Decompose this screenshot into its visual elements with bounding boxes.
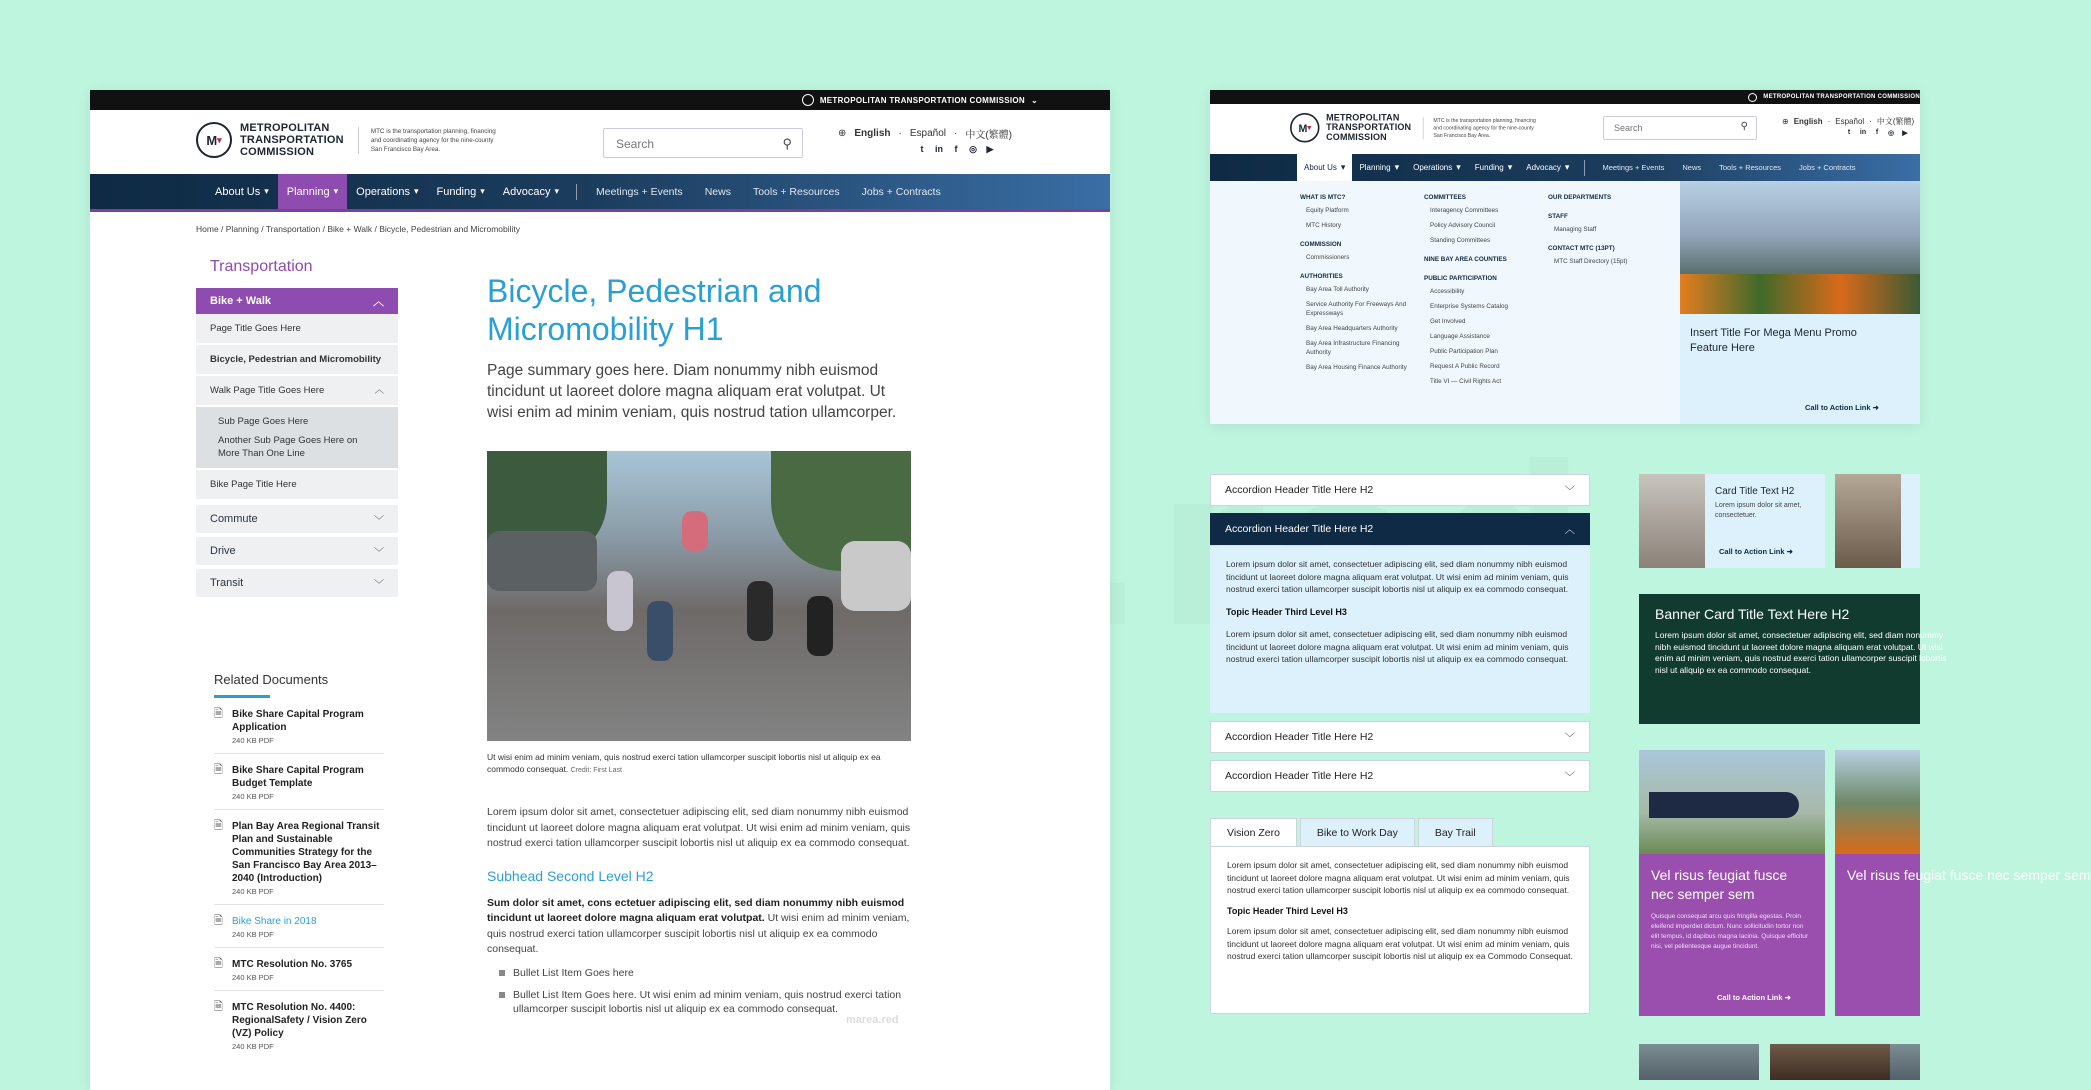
page-title: Bicycle, Pedestrian and Micromobility H1 — [487, 273, 822, 347]
logo-name: METROPOLITAN TRANSPORTATION COMMISSION — [240, 122, 344, 158]
nav-funding[interactable]: Funding ▾ — [1468, 154, 1519, 181]
twitter-icon[interactable]: t — [920, 144, 924, 154]
tab-h3: Topic Header Third Level H3 — [1227, 905, 1348, 916]
nav-funding[interactable]: Funding ▾ — [427, 174, 493, 209]
purple-card-cta[interactable]: Call to Action Link ➜ — [1717, 993, 1791, 1002]
nav-about-us[interactable]: About Us ▾ — [206, 174, 278, 209]
chevron-down-icon[interactable]: ⌄ — [1030, 95, 1038, 105]
sidebar-section-bike-walk[interactable]: Bike + Walk ︿ — [196, 288, 398, 314]
pdf-icon: 🗎 — [214, 958, 223, 970]
document-item[interactable]: 🗎 MTC Resolution No. 4400: RegionalSafety / Vision Zero (VZ) Policy 240 KB PDF — [214, 1001, 367, 1051]
nav-news[interactable]: News — [1682, 163, 1702, 172]
nav-advocacy[interactable]: Advocacy ▾ — [1519, 154, 1576, 181]
mega-column-3: OUR DEPARTMENTS STAFF Managing Staff CONTACT MTC (13PT) MTC Staff Directory (15pt) — [1548, 194, 1628, 265]
nav-news[interactable]: News — [704, 185, 731, 198]
lang-spanish[interactable]: Español — [909, 128, 946, 139]
mtc-mini-logo-icon — [1748, 93, 1757, 102]
promo-title: Insert Title For Mega Menu Promo Feature Here — [1690, 327, 1857, 354]
facebook-icon[interactable]: f — [1875, 129, 1879, 136]
accordion-header[interactable]: Accordion Header Title Here H2 ﹀ — [1210, 721, 1590, 753]
sidebar-nav — [196, 250, 398, 597]
arrow-circle-icon: ➜ — [1784, 993, 1791, 1002]
language-switcher: ⊕ English · Español · 中文(繁體) — [1782, 117, 1915, 126]
document-item[interactable]: 🗎 MTC Resolution No. 3765 240 KB PDF — [214, 948, 384, 991]
nav-divider — [1584, 160, 1585, 176]
tab-bar — [1210, 818, 1493, 846]
nav-tools[interactable]: Tools + Resources — [1719, 163, 1782, 172]
search-input[interactable]: Search ⚲ — [603, 128, 803, 158]
banner-card — [1639, 594, 1947, 724]
photo-caption: Ut wisi enim ad minim veniam, quis nostrud exerci tation ullamcorper suscipit lobortis nisl ut aliquip ex ea commodo consequat. Credit: First Last — [487, 752, 881, 774]
youtube-icon[interactable]: ▶ — [1902, 130, 1908, 137]
related-title: Related Documents — [214, 672, 270, 698]
nav-planning[interactable]: Planning ▾ — [1352, 154, 1406, 181]
mtc-mini-logo-icon — [802, 94, 814, 106]
youtube-icon[interactable]: ▶ — [986, 144, 994, 154]
bottom-card-photo — [1770, 1044, 1890, 1080]
sidebar-item-current[interactable]: Bicycle, Pedestrian and Micromobility — [196, 345, 398, 376]
document-item[interactable]: 🗎 Plan Bay Area Regional Transit Plan and Sustainable Communities Strategy for the San Francisco Bay Area 2013–2040 (Introduction) 240 KB PDF — [214, 810, 384, 905]
train-photo — [1639, 750, 1825, 854]
sidebar-section-drive[interactable]: Drive ﹀ — [196, 537, 398, 565]
main-page-mockup — [90, 90, 1110, 1090]
instagram-icon[interactable]: ◎ — [969, 144, 977, 154]
lang-chinese[interactable]: 中文(繁體) — [965, 130, 1013, 141]
mtc-logo[interactable]: M ▾ METROPOLITAN TRANSPORTATION COMMISSION MTC is the transportation planning, financing and coordinating agency for the nine-county San Francisco Bay Area. — [1290, 113, 1538, 143]
linkedin-icon[interactable]: in — [935, 144, 943, 154]
nav-divider — [576, 184, 577, 200]
chevron-up-icon: ︿ — [1564, 523, 1575, 536]
logo-tagline: MTC is the transportation planning, financing and coordinating agency for the nine-county San Francisco Bay Area. — [358, 127, 498, 154]
chevron-down-icon: ﹀ — [1564, 731, 1575, 744]
purple-card-partial[interactable]: Vel risus feugiat fusce nec semper sem — [1835, 750, 1920, 1016]
card-photo — [1835, 474, 1901, 568]
banner-desc: Lorem ipsum dolor sit amet, consectetuer adipiscing elit, sed diam nonummy nibh euismod tincidunt ut laoreet dolore magna aliquam erat volutpat. Ut wisi enim ad minim veniam, quis nostrud exerci tation ullamcorper suscipit lobortis nisl ut aliquip ex ea commodo consequat. — [1655, 630, 1947, 675]
page-watermark: marea.red — [846, 1014, 899, 1026]
pdf-icon: 🗎 — [214, 915, 223, 927]
lang-english[interactable]: English — [854, 128, 891, 139]
card-cta-link[interactable]: Call to Action Link ➜ — [1719, 547, 1793, 556]
sidebar-subitems — [196, 314, 398, 501]
page-summary: Page summary goes here. Diam nonummy nibh euismod tincidunt ut laoreet dolore magna aliquam erat volutpat. Ut wisi enim ad minim veniam, quis nostrud tation ullamcorper. — [487, 362, 897, 421]
body-paragraph-2: Sum dolor sit amet, cons ectetuer adipiscing elit, sed diam nonummy nibh euismod tincidunt ut laoreet dolore magna aliquam erat volutpat. Ut wisi enim ad minim veniam, quis nostrud exerci tation ullamcorper suscipit lobortis nisl ut aliquip ex ea commodo consequat. — [487, 896, 910, 955]
document-item[interactable]: 🗎 Bike Share Capital Program Budget Template 240 KB PDF — [214, 754, 384, 810]
accordion-h3: Topic Header Third Level H3 — [1226, 606, 1347, 617]
nav-operations[interactable]: Operations ▾ — [1406, 154, 1468, 181]
nav-meetings[interactable]: Meetings + Events — [1602, 163, 1665, 172]
pdf-icon: 🗎 — [214, 1001, 223, 1013]
subhead-h2: Subhead Second Level H2 — [487, 867, 654, 884]
site-header — [90, 110, 1110, 174]
banner-title: Banner Card Title Text Here H2 — [1655, 606, 1850, 622]
photo-credit: Credit: First Last — [570, 767, 623, 774]
nav-jobs[interactable]: Jobs + Contracts — [1799, 163, 1856, 172]
sidebar-level3 — [196, 407, 398, 470]
card-desc: Lorem ipsum dolor sit amet, consectetuer. — [1715, 502, 1802, 519]
purple-card-title: Vel risus feugiat fusce nec semper sem — [1651, 867, 1788, 902]
nav-advocacy[interactable]: Advocacy ▾ — [494, 174, 568, 209]
pdf-icon: 🗎 — [214, 764, 223, 776]
sidebar-item-page-title[interactable]: Page Title Goes Here — [196, 314, 398, 345]
main-content — [487, 272, 911, 1016]
promo-photo — [1680, 181, 1920, 314]
nav-planning[interactable]: Planning ▾ — [278, 174, 347, 209]
mega-menu-panel — [1210, 181, 1680, 424]
main-nav — [90, 174, 1110, 212]
chevron-down-icon: ﹀ — [1564, 484, 1575, 497]
document-item[interactable]: 🗎 Bike Share Capital Program Application 240 KB PDF — [214, 698, 384, 754]
sidebar-item-bike-page[interactable]: Bike Page Title Here — [196, 470, 398, 501]
top-bar — [90, 90, 1110, 110]
bottom-card-photo — [1639, 1044, 1759, 1080]
tab-vision-zero[interactable]: Vision Zero — [1210, 818, 1297, 846]
mtc-circle-icon: M ▾ — [1290, 113, 1320, 143]
chevron-up-icon: ︿ — [374, 385, 384, 396]
body-paragraph: Lorem ipsum dolor sit amet, consectetuer adipiscing elit, sed diam nonummy nibh euismod tincidunt ut laoreet dolore magna aliquam erat volutpat. Ut wisi enim ad minim veniam, quis nostrud exerci tation ullamcorper suscipit lobortis nisl ut aliquip ex ea commodo consequat. — [487, 806, 911, 849]
chevron-down-icon: ﹀ — [374, 547, 384, 559]
tab-bike-to-work[interactable]: Bike to Work Day — [1300, 818, 1415, 846]
instagram-icon[interactable]: ◎ — [1887, 130, 1895, 137]
sidebar-section-commute[interactable]: Commute ﹀ — [196, 505, 398, 533]
accordion-header[interactable]: Accordion Header Title Here H2 ﹀ — [1210, 760, 1590, 792]
arrow-circle-icon: ➜ — [1872, 403, 1879, 412]
site-header — [1210, 104, 1920, 154]
search-icon[interactable]: ⚲ — [1740, 121, 1748, 132]
accordion-header-open[interactable]: Accordion Header Title Here H2 ︿ — [1210, 513, 1590, 545]
accordion-header[interactable]: Accordion Header Title Here H2 ﹀ — [1210, 474, 1590, 506]
pdf-icon: 🗎 — [214, 820, 223, 832]
related-documents — [214, 672, 384, 1059]
mega-column-2: COMMITTEES Interagency Committees Policy Advisory Council Standing Committees NINE BAY AREA COUNTIES PUBLIC PARTICIPATION Accessibility Enterprise Systems Catalog Get Involved Language Assistance Public Participation Plan Request A Public Record Title VI — Civil Rights Act — [1424, 194, 1509, 385]
bullet-item: Bullet List Item Goes here. Ut wisi enim ad minim veniam, quis nostrud exerci tation ullamcorper suscipit lobortis nisl ut aliquip ex ea commodo consequat. — [487, 988, 911, 1016]
mtc-logo[interactable] — [196, 122, 498, 158]
breadcrumb[interactable]: Home / Planning / Transportation / Bike + Walk / Bicycle, Pedestrian and Micromobility — [196, 224, 521, 234]
chevron-down-icon: ﹀ — [374, 579, 384, 591]
mega-menu-promo — [1680, 181, 1920, 424]
globe-icon: ⊕ — [1782, 117, 1789, 126]
sidebar-subpage-2[interactable]: Another Sub Page Goes Here on More Than One Line — [218, 435, 358, 459]
chevron-down-icon: ﹀ — [1564, 770, 1575, 783]
linkedin-icon[interactable]: in — [1859, 129, 1867, 136]
chevron-up-icon: ︿ — [373, 296, 384, 308]
globe-icon: ⊕ — [838, 128, 847, 139]
search-icon[interactable]: ⚲ — [782, 136, 792, 151]
pdf-icon: 🗎 — [214, 708, 223, 720]
bottom-card-photo — [1890, 1044, 1920, 1080]
social-links — [1844, 129, 1910, 139]
city-photo — [1835, 750, 1920, 854]
sidebar-item-walk[interactable]: Walk Page Title Goes Here ︿ — [196, 376, 398, 407]
card-title: Card Title Text H2 — [1715, 486, 1795, 497]
promo-cta-link[interactable]: Call to Action Link ➜ — [1805, 403, 1879, 412]
top-bar-label: METROPOLITAN TRANSPORTATION COMMISSION — [819, 95, 1025, 105]
main-nav — [1210, 154, 1920, 181]
twitter-icon[interactable]: t — [1847, 129, 1851, 136]
nav-tools[interactable]: Tools + Resources — [752, 185, 840, 198]
nav-jobs[interactable]: Jobs + Contracts — [861, 185, 941, 198]
nav-about-us[interactable]: About Us ▾ — [1297, 154, 1352, 181]
chevron-down-icon: ﹀ — [374, 515, 384, 527]
top-bar: METROPOLITAN TRANSPORTATION COMMISSION — [1210, 90, 1920, 104]
purple-card[interactable] — [1639, 750, 1825, 1016]
mega-menu-mockup — [1210, 90, 1920, 424]
social-links — [917, 144, 995, 154]
small-card[interactable] — [1639, 474, 1825, 568]
tab-panel: Lorem ipsum dolor sit amet, consectetuer adipiscing elit, sed diam nonummy nibh euismod tincidunt ut laoreet dolore magna aliquam erat volutpat. Ut wisi enim ad minim veniam, quis nostrud exerci tation ullamcorper suscipit lobortis nisl ut aliquip ex ea commodo consequat. Topic Header Third Level H3 Lorem ipsum dolor sit amet, consectetuer adipiscing elit, sed diam nonummy nibh euismod tincidunt ut laoreet dolore magna aliquam erat volutpat. Ut wisi enim ad minim veniam, quis nostrud exerci tation ullamcorper suscipit lobortis nisl ut aliquip ex ea Commodo Consequat. — [1210, 846, 1590, 1014]
hero-photo — [487, 451, 911, 741]
card-photo — [1639, 474, 1705, 568]
mtc-circle-icon: M ▾ — [196, 122, 232, 158]
arrow-circle-icon: ➜ — [1786, 547, 1793, 556]
language-switcher: ⊕ English · Español · 中文(繁體) — [838, 128, 1013, 141]
nav-operations[interactable]: Operations ▾ — [347, 174, 427, 209]
sidebar-section-transit[interactable]: Transit ﹀ — [196, 569, 398, 597]
small-card-partial[interactable] — [1835, 474, 1920, 568]
purple-card-desc: Quisque consequat arcu quis fringilla egestas. Proin eleifend imperdiet dictum. Nunc sollicitudin tortor non elit tempus, id dapibus magna lacinia. Quisque efficitur nisi, vel pellentesque augue tincidunt. — [1651, 913, 1809, 950]
facebook-icon[interactable]: f — [954, 144, 958, 154]
tab-bay-trail[interactable]: Bay Trail — [1418, 818, 1493, 846]
bullet-item: Bullet List Item Goes here — [487, 966, 911, 980]
sidebar-subpage-1[interactable]: Sub Page Goes Here — [218, 416, 309, 427]
mega-column-1: WHAT IS MTC? Equity Platform MTC History COMMISSION Commissioners AUTHORITIES Bay Area Toll Authority Service Authority For Freeways And Expressways Bay Area Headquarters Authority Bay Area Infrastructure Financing Authority Bay Area Housing Finance Authority — [1300, 194, 1407, 371]
search-input[interactable]: Search ⚲ — [1603, 116, 1757, 140]
document-item[interactable]: 🗎 Bike Share in 2018 240 KB PDF — [214, 905, 384, 948]
accordion-body: Lorem ipsum dolor sit amet, consectetuer adipiscing elit, sed diam nonummy nibh euismod tincidunt ut laoreet dolore magna aliquam erat volutpat. Ut wisi enim ad minim veniam, quis nostrud exerci tation ullamcorper suscipit lobortis nisl ut aliquip ex ea commodo consequat. Topic Header Third Level H3 Lorem ipsum dolor sit amet, consectetuer adipiscing elit, sed diam nonummy nibh euismod tincidunt ut laoreet dolore magna aliquam erat volutpat. Ut wisi enim ad minim veniam, quis nostrud exerci tation ullamcorper suscipit lobortis nisl ut aliquip ex ea commodo consequat. — [1210, 546, 1590, 713]
nav-meetings[interactable]: Meetings + Events — [596, 185, 683, 198]
sidebar-heading[interactable]: Transportation — [210, 258, 313, 275]
